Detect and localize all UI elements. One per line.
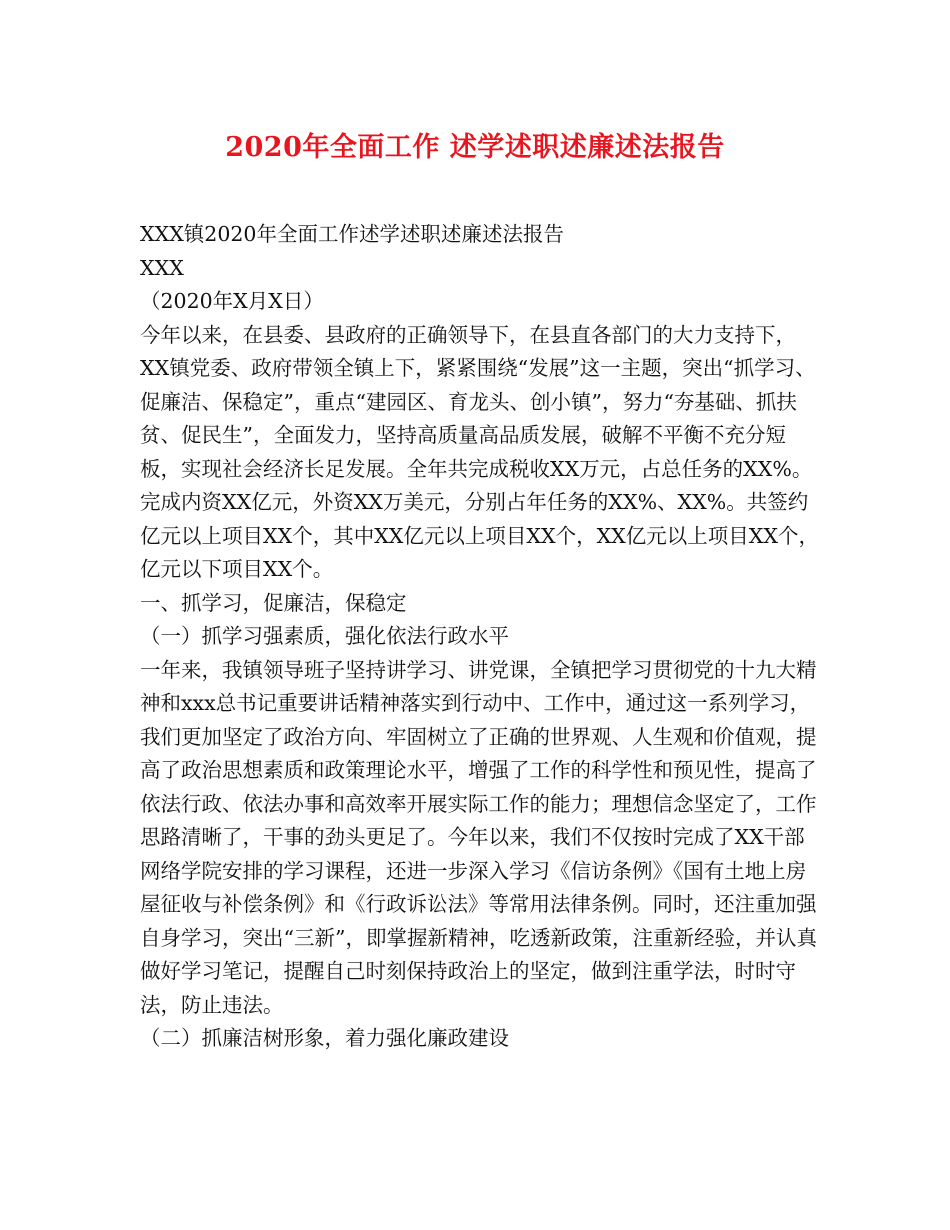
report-subtitle: XXX镇2020年全面工作述学述职述廉述法报告 [140, 222, 564, 246]
report-date: （2020年X月X日） [140, 289, 324, 313]
study-paragraph: 一年来，我镇领导班子坚持讲学习、讲党课，全镇把学习贯彻党的十九大精神和xxx总书记重要讲话精神落实到行动中、工作中，通过这一系列学习，我们更加坚定了政治方向、牢固树立了正确的世界观、人生观和价值观，提高了政治思想素质和政策理论水平，增强了工作的科学性和预见性，提高了依法行政、依法办事和高效率开展实际工作的能力；理想信念坚定了，工作思路清晰了，干事的劲头更足了。今年以来，我们不仅按时完成了XX干部网络学院安排的学习课程，还进一步深入学习《信访条例》《国有土地上房屋征收与补偿条例》和《行政诉讼法》等常用法律条例。同时，还注重加强自身学习，突出“三新”，即掌握新精神，吃透新政策，注重新经验，并认真做好学习笔记，提醒自己时刻保持政治上的坚定，做到注重学法，时时守法，防止违法。 [140, 657, 817, 1017]
report-author: XXX [140, 255, 184, 280]
subsection-heading-1: （一）抓学习强素质，强化依法行政水平 [140, 624, 509, 648]
document-title: 2020年全面工作 述学述职述廉述法报告 [225, 132, 725, 163]
section-heading-1: 一、抓学习，促廉洁，保稳定 [140, 590, 407, 615]
intro-paragraph: 今年以来，在县委、县政府的正确领导下，在县直各部门的大力支持下，XX镇党委、政府带领全镇上下，紧紧围绕“发展”这一主题，突出“抓学习、促廉洁、保稳定”，重点“建园区、育龙头、创小镇”，努力“夯基础、抓扶贫、促民生”，全面发力，坚持高质量高品质发展，破解不平衡不充分短板，实现社会经济长足发展。全年共完成税收XX万元，占总任务的XX%。完成内资XX亿元，外资XX万美元，分别占年任务的XX%、XX%。共签约亿元以上项目XX个，其中XX亿元以上项目XX个，XX亿元以上项目XX个，亿元以下项目XX个。 [140, 322, 819, 581]
document-body [140, 218, 820, 1056]
subsection-heading-2: （二）抓廉洁树形象，着力强化廉政建设 [140, 1026, 509, 1050]
